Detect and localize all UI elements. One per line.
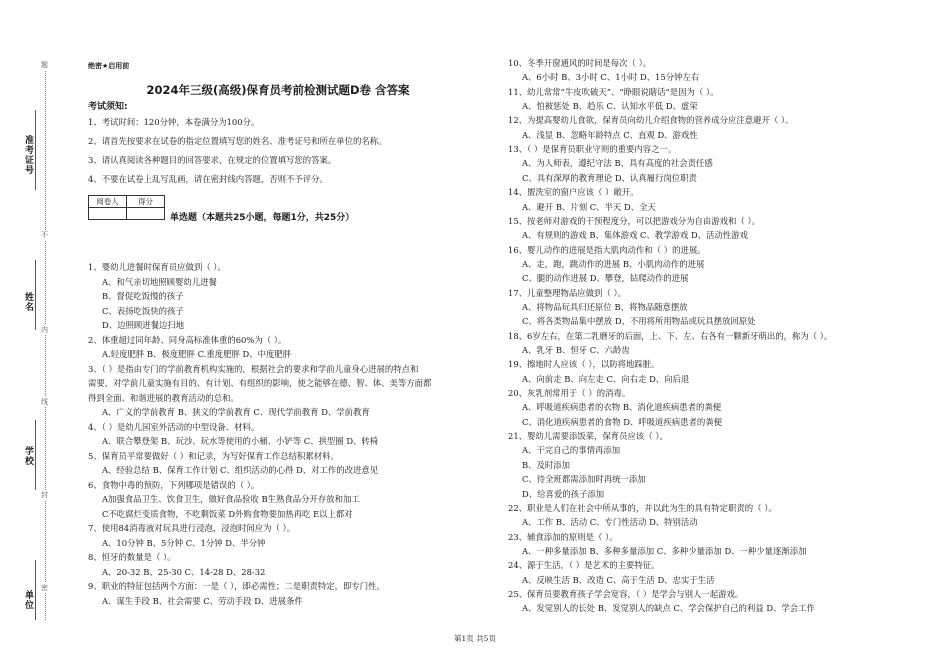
question-text: 7、使用84消毒液对玩具进行浸泡，浸泡时间应为（ ）。 [88, 523, 296, 533]
unit-underline [35, 560, 36, 620]
answer-option: C、具有深厚的教育理论 D、认真履行岗位职责 [522, 172, 697, 183]
answer-option: A、向前走 B、向左走 C、向右走 D、向后退 [522, 373, 690, 384]
question-text: 3、（ ）是指由专门的学前教育机构实施的，根据社会的要求和学前儿童身心进展的特点和 [88, 363, 419, 374]
exam-number-label: 准考证号 [23, 135, 33, 175]
answer-option: A、10分钟 B、5分钟 C、1分钟 D、半分钟 [102, 537, 266, 548]
answer-option: A、干完自己的事情再添加 [522, 445, 621, 456]
answer-option: A、避开 B、片刻 C、半天 D、全天 [522, 201, 656, 212]
answer-option: A、反映生活 B、改造 C、高于生活 D、忠实于生活 [522, 574, 715, 585]
question-text: 需要，对学前儿童实施有目的、有计划、有组织的影响，使之能够在德、智、体、美等方面都 [88, 378, 432, 388]
answer-option: A、联合攀登架 B、玩沙、玩水等使用的小桶、小铲等 C、拱型圈 D、转椅 [102, 436, 379, 446]
question-text: 9、职业的特征包括两个方面：一是（ ），即必需性；二是职责特定，即专门性。 [88, 581, 385, 591]
question-text: 19、擦地时人应该（ ），以防将地踩脏。 [508, 359, 660, 370]
score-blank-cell[interactable] [127, 208, 165, 220]
question-text: 22、职业是人们在社会中所从事的，并以此为生的具有特定职责的（ ）。 [508, 502, 777, 513]
seal-char: 密 [41, 584, 48, 592]
answer-option: A、6小时 B、3小时 C、1小时 D、15分钟左右 [522, 72, 700, 83]
answer-option: A、有规则的游戏 B、集体游戏 C、教学游戏 D、活动性游戏 [522, 230, 748, 241]
answer-option: C、表扬吃饭快的孩子 [102, 305, 184, 316]
answer-option: A、工作 B、活动 C、专门性活动 D、特别活动 [522, 517, 698, 528]
unit-label: 单位 [23, 590, 33, 610]
seal-char: 内 [41, 326, 48, 334]
answer-option: A、和气亲切地照顾婴幼儿进餐 [102, 276, 217, 287]
answer-option: A、为人师表，遵纪守法 B、具有高度的社会责任感 [522, 158, 713, 169]
grader-cell: 阅卷人 [89, 196, 127, 208]
question-text: 23、辅食添加的原则是（ ）。 [508, 531, 618, 542]
answer-option: A、经验总结 B、保育工作计划 C、组织活动的心得 D、对工作的改进意见 [102, 465, 379, 475]
question-text: 11、幼儿常常“牛皮吹破天”、“睁眼说瞎话”是因为（ ）。 [508, 86, 719, 97]
answer-option: A、将物品玩具归还原位 B、将物品随意摆放 [522, 301, 688, 312]
name-underline [35, 260, 36, 330]
question-text: 14、盥洗室的窗户应该（ ）敞开。 [508, 187, 639, 198]
answer-option: A、20-32 B、25-30 C、14-28 D、28-32 [102, 566, 266, 577]
question-text: 10、冬季开窗通风的时间是每次（ ）。 [508, 58, 652, 68]
seal-char: 题 [41, 61, 48, 69]
answer-option: A、浅显 B、忽略年龄特点 C、直观 D、游戏性 [522, 129, 698, 140]
page-title: 2024年三级(高级)保育员考前检测试题D卷 含答案 [146, 83, 410, 97]
answer-option: A、谋生手段 B、社会需要 C、劳动手段 D、进展条件 [102, 595, 303, 606]
score-table [88, 195, 165, 220]
school-label: 学校 [23, 446, 33, 466]
question-text: 16、婴儿动作的进展是指大肌肉动作和（ ）的进展。 [508, 244, 706, 255]
question-text: 4、（ ）是幼儿园室外活动的中型设备、材料。 [88, 421, 260, 432]
seal-char: 线 [41, 398, 48, 406]
question-text: 18、6岁左右，在第二乳磨牙的后面，上、下、左、右各有一颗新牙萌出的，称为（ ）。 [508, 330, 833, 341]
answer-option: C、待全班都需添加时再统一添加 [522, 474, 646, 485]
seal-char: 封 [41, 491, 48, 499]
name-label: 姓名 [23, 292, 33, 312]
question-text: 21、婴幼儿需要添饭菜，保育员应该（ ）。 [508, 431, 668, 442]
answer-option: C、将各类物品集中摆放 D、不用将所用物品或玩具摆放回原处 [522, 316, 756, 327]
question-text: 24、源于生活，（ ）是艺术的主要特征。 [508, 560, 660, 571]
question-text: 25、保育员要教育孩子学会宽容，（ ）是学会与别人一起游戏。 [508, 588, 744, 599]
question-text: 6、食物中毒的预防，下列哪项是错误的（ ）。 [88, 479, 260, 490]
page-footer: 第1页 共5页 [454, 634, 496, 643]
grader-blank-cell[interactable] [89, 208, 127, 220]
question-text: 2、体重超过同年龄、同身高标准体重的60%为（ ）。 [88, 334, 287, 345]
answer-option: C、消化道疾病患者的食物 D、呼吸道疾病患者的粪便 [522, 416, 723, 427]
question-text: 1、婴幼儿进餐时保育员应做到（ ）。 [88, 262, 226, 272]
question-text: 13、（ ）是保育员职业守则的重要内容之一。 [508, 144, 677, 155]
question-text: 得到全面、和谐进展的教育活动的总和。 [88, 392, 239, 403]
answer-option: A.轻度肥胖 B、极度肥胖 C.重度肥胖 D、中度肥胖 [102, 349, 292, 359]
answer-option: A、广义的学前教育 B、狭义的学前教育 C、现代学前教育 D、学前教育 [102, 407, 370, 417]
notice-item: 4、不要在试卷上乱写乱画，请在密封线内答题，否则不予评分。 [88, 174, 328, 184]
notice-item: 1、考试时间：120分钟，本卷满分为100分。 [88, 117, 260, 127]
school-underline [35, 420, 36, 490]
answer-option: A、怕被惩处 B、趋乐 C、认知水平低 D、虚荣 [522, 101, 698, 112]
answer-option: A、乳牙 B、恒牙 C、六龄齿 [522, 345, 630, 355]
question-text: 8、恒牙的数量是（ ）。 [88, 552, 176, 562]
notice-item: 3、请认真阅读各种题目的回答要求，在规定的位置填写您的答案。 [88, 155, 337, 165]
answer-option: B、督促吃饭慢的孩子 [102, 291, 184, 301]
answer-option: C不吃腐烂变质食物，不吃剩饭菜 D外购食物要加热再吃 E以上都对 [102, 508, 353, 519]
answer-option: A、呼吸道疾病患者的衣物 B、消化道疾病患者的粪便 [522, 402, 722, 413]
secret-mark: 绝密★启用前 [88, 62, 130, 70]
answer-option: D、给喜爱的孩子添加 [522, 488, 605, 499]
question-text: 5、保育员平常要做好（ ）和记录，为写好保育工作总结积累材料。 [88, 450, 339, 461]
notice-heading: 考试须知: [88, 102, 128, 112]
question-text: 12、为提高婴幼儿食欲，保育员向幼儿介绍食物的营养成分应注意避开（ ）。 [508, 115, 794, 126]
question-text: 17、儿童整理物品应做到（ ）。 [508, 287, 626, 298]
section-heading: 单选题（本题共25小题，每题1分，共25分） [170, 213, 355, 223]
answer-option: B、及时添加 [522, 459, 571, 470]
exam-number-underline [35, 110, 36, 190]
question-text: 20、灰乳剂常用于（ ）的消毒。 [508, 388, 631, 399]
answer-option: C、腿的动作进展 D、攀登，钻爬动作的进展 [522, 273, 689, 284]
seal-line [45, 60, 46, 620]
answer-option: A加强食品卫生、饮食卫生，做好食品验收 B生熟食品分开存放和加工 [102, 494, 360, 504]
answer-option: D、边照顾进餐边扫地 [102, 320, 185, 330]
question-text: 15、按老师对游戏的干预程度分，可以把游戏分为自由游戏和（ ）。 [508, 215, 760, 226]
answer-option: A、一种多量添加 B、多种多量添加 C、多种少量添加 D、一种少量逐渐添加 [522, 545, 807, 556]
score-cell: 得分 [127, 196, 165, 208]
answer-option: A、走，跑，跳动作的进展 B、小肌肉动作的进展 [522, 258, 705, 269]
notice-item: 2、请首先按要求在试卷的指定位置填写您的姓名、准考证号和所在单位的名称。 [88, 136, 387, 146]
answer-option: A、发觉别人的长处 B、发觉别人的缺点 C、学会保护自己的利益 D、学会工作 [522, 603, 815, 614]
seal-char: 不 [41, 231, 48, 239]
